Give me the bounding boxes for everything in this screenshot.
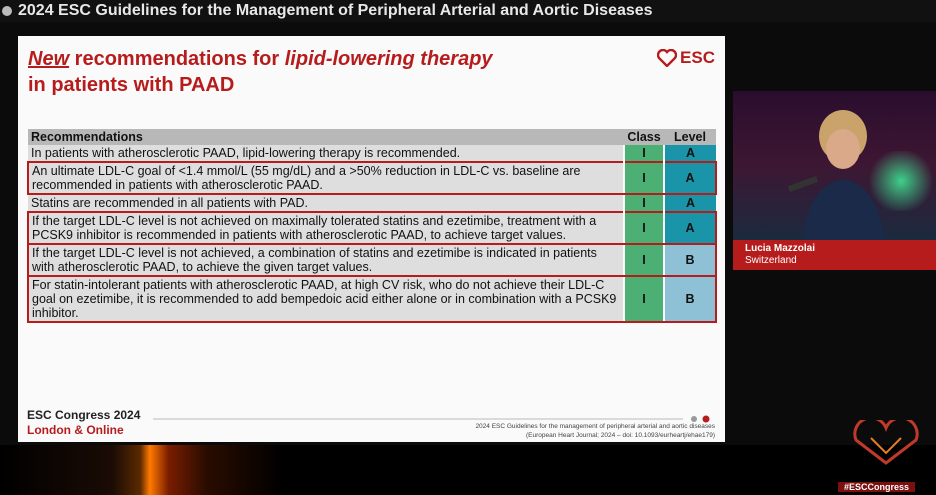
- congress-location: London & Online: [27, 423, 124, 437]
- speaker-video: [733, 91, 936, 240]
- header-class: Class: [624, 129, 664, 145]
- speaker-name: Lucia Mazzolai: [745, 243, 816, 254]
- title-italic: lipid-lowering therapy: [284, 48, 493, 70]
- stage-background: [0, 445, 936, 495]
- recommendation-text: If the target LDL-C level is not achieved on maximally tolerated statins and ezetimibe, treatment with a PCSK9 inhibitor is recommended in patients with atherosclerotic PAAD, to achieve target values.: [28, 212, 624, 244]
- speaker-lower-third: [733, 240, 936, 270]
- title-mid: recommendations for: [69, 48, 285, 70]
- level-cell: A: [664, 145, 716, 162]
- speaker-figure: [733, 91, 936, 240]
- title-line2: in patients with PAAD: [28, 74, 235, 96]
- class-cell: I: [624, 162, 664, 194]
- recommendation-text: In patients with atherosclerotic PAAD, lipid-lowering therapy is recommended.: [28, 145, 624, 162]
- level-cell: B: [664, 244, 716, 276]
- level-cell: B: [664, 276, 716, 322]
- recommendation-text: An ultimate LDL-C goal of <1.4 mmol/L (55 mg/dL) and a >50% reduction in LDL-C vs. baseline are recommended in patients with atherosclerotic PAAD.: [28, 162, 624, 194]
- hashtag-badge: #ESCCongress: [838, 482, 915, 492]
- header-level: Level: [664, 129, 716, 145]
- table-row: [28, 212, 716, 244]
- level-cell: A: [664, 194, 716, 212]
- slide-title: [28, 46, 493, 98]
- heart-icon: [657, 49, 677, 67]
- class-cell: I: [624, 194, 664, 212]
- banner-title: 2024 ESC Guidelines for the Management of Peripheral Arterial and Aortic Diseases: [18, 2, 653, 19]
- esc-heart-emblem-icon: [846, 420, 926, 465]
- header-recommendations: Recommendations: [28, 129, 624, 145]
- chevron-right-icon: [2, 6, 12, 16]
- recommendation-text: Statins are recommended in all patients with PAD.: [28, 194, 624, 212]
- title-new: New: [28, 48, 70, 70]
- level-cell: A: [664, 162, 716, 194]
- footer-reference: [475, 422, 715, 440]
- recommendations-table: [27, 129, 717, 323]
- esc-logo: [657, 48, 715, 68]
- table-header: [28, 129, 716, 145]
- table-row: [28, 194, 716, 212]
- class-cell: I: [624, 276, 664, 322]
- class-cell: I: [624, 212, 664, 244]
- class-cell: I: [624, 244, 664, 276]
- reference-line2: (European Heart Journal; 2024 – doi: 10.1093/eurheartj/ehae179): [526, 432, 715, 439]
- table-row: [28, 244, 716, 276]
- esc-logo-text: ESC: [680, 48, 715, 67]
- top-banner: [0, 0, 936, 22]
- table-row: [28, 145, 716, 162]
- recommendation-text: For statin-intolerant patients with atherosclerotic PAAD, at high CV risk, who do not achieve their LDL-C goal on ezetimibe, it is recommended to add bempedoic acid either alone or in combination with a PCSK9 inhibitor.: [28, 276, 624, 322]
- reference-line1: 2024 ESC Guidelines for the management of peripheral arterial and aortic diseases: [475, 423, 715, 430]
- table-row: [28, 276, 716, 322]
- recommendation-text: If the target LDL-C level is not achieved, a combination of statins and ezetimibe is indicated in patients with atherosclerotic PAAD, to achieve the given target values.: [28, 244, 624, 276]
- table-row: [28, 162, 716, 194]
- level-cell: A: [664, 212, 716, 244]
- slide: [18, 36, 725, 442]
- congress-name: ESC Congress 2024: [27, 408, 141, 422]
- footer-congress: [27, 408, 140, 437]
- class-cell: I: [624, 145, 664, 162]
- speaker-country: Switzerland: [745, 255, 797, 266]
